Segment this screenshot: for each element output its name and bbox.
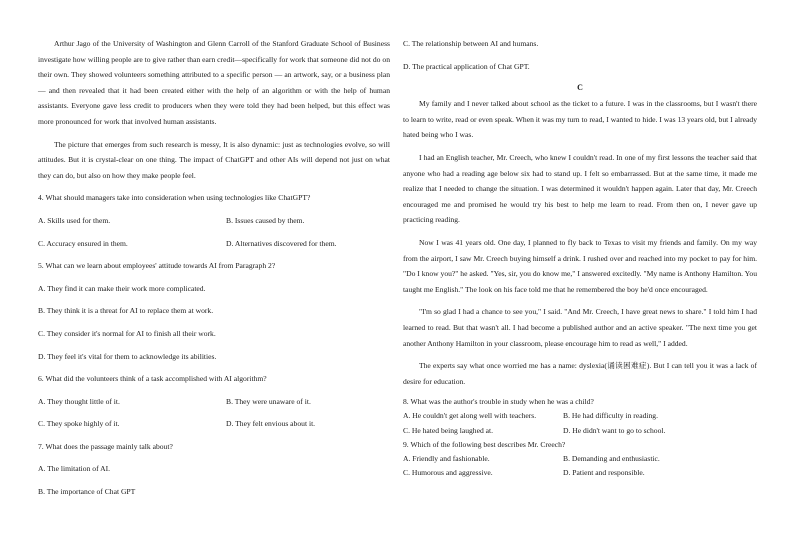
passage-paragraph: The picture that emerges from such research is messy, It is also dynamic: just as technologies evolve, so will attitudes. But it is crystal-clear on one thing. The impact of ChatGPT and other AIs will depend not just on what they can do, but also on how they make people feel. [38,139,390,180]
questions-8-9 [403,395,757,480]
option-d: D. Alternatives discovered for them. [226,238,337,248]
passage-paragraph: My family and I never talked about school as the ticket to a future. I was in the classrooms, but I wasn't there to learn to write, read or even speak. When it was my turn to read, I wanted to hide. I was 13 years old, but I already hated being who I was. [403,99,757,140]
passage-paragraph: Arthur Jago of the University of Washington and Glenn Carroll of the Stanford Graduate School of Business investigate how willing people are to give rather than earn credit—specifically for work that someone did not do on their own. They showed volunteers something attributed to a specific person — an artwork, say, or a business plan — and then revealed that it had been created either with the help of an algorithm or with the help of human assistants. Everyone gave less credit to producers when they were told they had been helped, but this effect was more pronounced for work that involved human assistants. [38,39,390,126]
option-d: D. Patient and responsible. [563,468,645,478]
passage-paragraph: "I'm so glad I had a chance to see you," I said. "And Mr. Creech, I have great news to share." I told him I had learned to read. But that wasn't all. I had become a published author and an active speaker. "The next time you get another Anthony Hamilton in your classroom, please encourage him to read as well," I added. [403,307,757,348]
question-9-options [403,466,757,480]
option-c: C. He hated being laughed at. [403,425,494,435]
option-b: B. They think it is a threat for AI to replace them at work. [38,306,214,316]
option-b: B. They were unaware of it. [226,396,311,406]
question-9-options [403,452,757,466]
option-b: B. Issues caused by them. [226,215,305,225]
question-6-options [38,394,390,410]
passage-paragraph: Now I was 41 years old. One day, I planned to fly back to Texas to visit my friends and family. On my way from the airport, I saw Mr. Creech buying himself a drink. I rushed over and reached into my pocket to pay for him. "Do I know you?" he asked. "Yes, sir, you do know me," I answered excitedly. "My name is Anthony Hamilton. You taught me English." The look on his face told me that he remembered the boy he'd once encouraged. [403,237,757,294]
question-4-options [38,236,390,252]
option-c: C. The relationship between AI and humans. [403,39,539,48]
passage-paragraph: The experts say what once worried me has a name: dyslexia(诵读困难症). But I can tell you it was a lack of desire for education. [403,361,757,386]
question-5: 5. What can we learn about employees' attitude towards AI from Paragraph 2? [38,261,276,271]
option-d: D. He didn't want to go to school. [563,425,666,435]
option-d: D. The practical application of Chat GPT. [403,61,530,71]
option-b: B. The importance of Chat GPT [38,487,136,497]
option-a: A. The limitation of AI. [38,464,110,474]
question-8-options [403,409,757,423]
option-d: D. They feel it's vital for them to acknowledge its abilities. [38,351,217,361]
question-8-options [403,424,757,438]
right-column [403,36,757,481]
question-6-options [38,416,390,432]
option-a: A. Skills used for them. [38,215,111,225]
section-heading: C [577,83,583,93]
option-a: A. They thought little of it. [38,396,120,406]
question-6: 6. What did the volunteers think of a task accomplished with AI algorithm? [38,374,267,384]
option-a: A. He couldn't get along well with teachers. [403,411,537,421]
question-7: 7. What does the passage mainly talk about? [38,441,173,451]
option-a: A. Friendly and fashionable. [403,454,490,464]
option-b: B. He had difficulty in reading. [563,411,658,421]
option-c: C. Accuracy ensured in them. [38,238,128,248]
question-9: 9. Which of the following best describes Mr. Creech? [403,439,566,449]
question-8: 8. What was the author's trouble in study when he was a child? [403,397,594,407]
option-b: B. Demanding and enthusiastic. [563,454,660,464]
option-d: D. They felt envious about it. [226,419,316,429]
passage-paragraph: I had an English teacher, Mr. Creech, who knew I couldn't read. In one of my first lessons the teacher said that anyone who had a reading age below six had to stand up. I felt so embarrassed. But at the same time, it made me realize that I needed to change the situation. I was determined it wouldn't happen again. Later that day, Mr. Creech encouraged me and promised he would try his best to help me learn to read. From then on, I never gave up practicing reading. [403,152,757,225]
option-c: C. They spoke highly of it. [38,419,120,429]
option-c: C. They consider it's normal for AI to finish all their work. [38,328,216,338]
question-4-options [38,213,390,229]
question-4: 4. What should managers take into consideration when using technologies like ChatGPT? [38,193,311,203]
left-column [38,36,390,500]
option-a: A. They find it can make their work more complicated. [38,283,206,293]
option-c: C. Humorous and aggressive. [403,468,493,478]
